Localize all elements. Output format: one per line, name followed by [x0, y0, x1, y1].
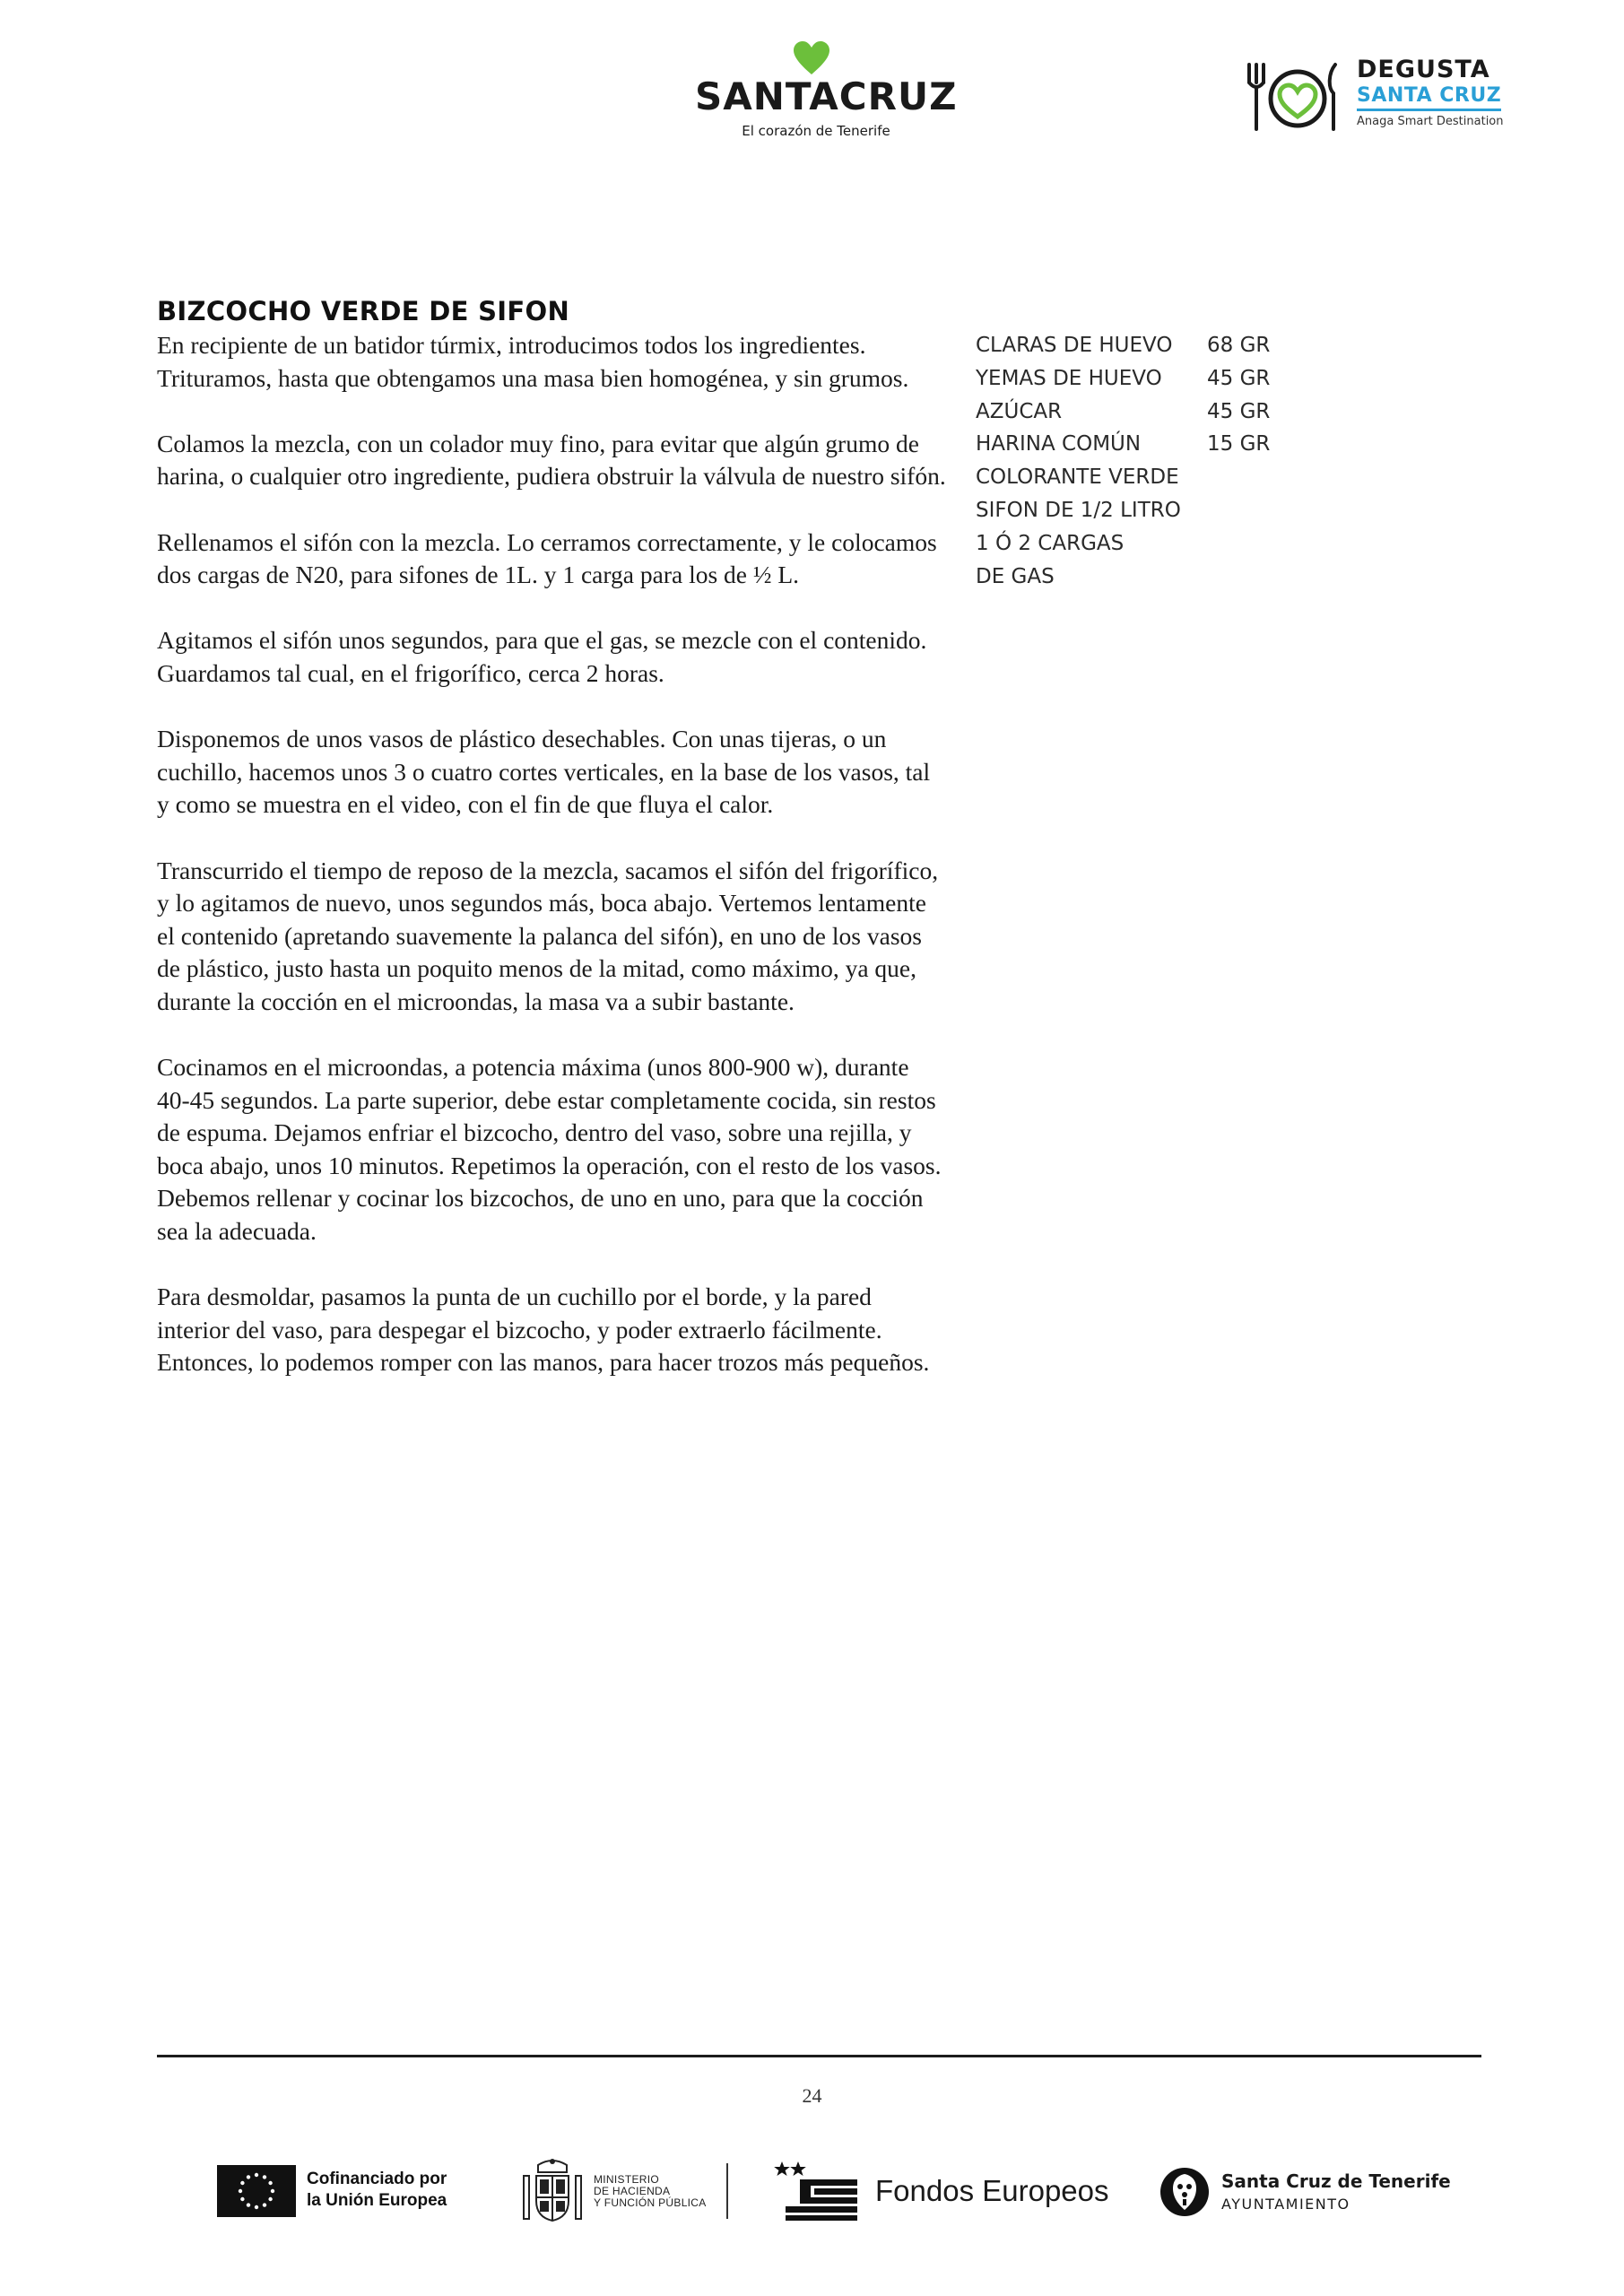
ingredient-row [976, 396, 1334, 429]
city-seal-icon [1159, 2165, 1211, 2219]
ingredient-row [976, 461, 1334, 494]
degusta-tagline: Anaga Smart Destination [1357, 115, 1504, 128]
eu-line-2: la Unión Europea [307, 2191, 447, 2210]
ingredient-name: 1 Ó 2 CARGAS [976, 531, 1125, 555]
ingredient-row [976, 561, 1334, 594]
fondos-europeos-label: Fondos Europeos [875, 2174, 1109, 2207]
ingredient-row [976, 527, 1334, 561]
coat-of-arms-icon [520, 2156, 585, 2224]
degusta-title: DEGUSTA [1357, 56, 1490, 83]
ministerio-divider [726, 2163, 728, 2219]
ingredient-quantity: 15 GR [1207, 432, 1271, 457]
heart-icon [792, 40, 831, 76]
ingredient-row [976, 329, 1334, 362]
fork-plate-knife-icon [1242, 61, 1348, 133]
ingredient-row [976, 428, 1334, 461]
santa-cruz-logo [695, 40, 958, 148]
ingredient-name: SIFON DE 1/2 LITRO [976, 498, 1181, 522]
ministerio-line-3: Y FUNCIÓN PÚBLICA [594, 2196, 707, 2209]
fondos-europeos-icon [773, 2160, 859, 2221]
instruction-paragraph: Cocinamos en el microondas, a potencia máxima (unos 800-900 w), durante 40-45 segundos. La parte superior, debe estar completamente cocida, sin restos de espuma. Dejamos enfriar el bizcocho, dentro del vaso, sobre una rejilla, y boca abajo, unos 10 minutos. Repetimos la operación, con el resto de los vasos. Debemos rellenar y cocinar los bizcochos, de uno en uno, para que la cocción sea la adecuada. [157, 1053, 942, 1246]
ingredient-name: DE GAS [976, 564, 1055, 588]
instruction-paragraph: Colamos la mezcla, con un colador muy fino, para evitar que algún grumo de harina, o cualquier otro ingrediente, pudiera obstruir la válvula de nuestro sifón. [157, 429, 946, 491]
page-number: 24 [802, 2084, 822, 2107]
ingredients-list [976, 329, 1334, 593]
ingredient-quantity: 45 GR [1207, 399, 1271, 423]
ingredient-row [976, 494, 1334, 527]
ayuntamiento-subtitle: AYUNTAMIENTO [1221, 2196, 1350, 2213]
ingredient-name: COLORANTE VERDE [976, 465, 1179, 490]
santa-cruz-wordmark: SANTACRUZ [695, 74, 958, 118]
santa-cruz-tagline: El corazón de Tenerife [742, 123, 890, 139]
ingredient-row [976, 362, 1334, 396]
instruction-paragraph: Disponemos de unos vasos de plástico desechables. Con unas tijeras, o un cuchillo, hacemos unos 3 o cuatro cortes verticales, en la base de los vasos, tal y como se muestra en el video, con el fin de que fluya el calor. [157, 725, 931, 819]
eu-line-1: Cofinanciado por [307, 2170, 447, 2188]
instruction-paragraph: Transcurrido el tiempo de reposo de la mezcla, sacamos el sifón del frigorífico, y lo agitamos de nuevo, unos segundos más, boca abajo. Vertemos lentamente el contenido (apretando suavemente la palanca del sifón), en uno de los vasos de plástico, justo hasta un poquito menos de la mitad, como máximo, ya que, durante la cocción en el microondas, la masa va a subir bastante. [157, 856, 939, 1015]
eu-flag-icon [217, 2165, 296, 2217]
recipe-instructions [157, 329, 946, 1413]
instruction-paragraph: Agitamos el sifón unos segundos, para que el gas, se mezcle con el contenido. Guardamos tal cual, en el frigorífico, cerca 2 horas. [157, 626, 927, 687]
instruction-paragraph: En recipiente de un batidor túrmix, introducimos todos los ingredientes. Trituramos, hasta que obtengamos una masa bien homogénea, y sin grumos. [157, 331, 909, 392]
ministerio-text [594, 2174, 728, 2209]
instruction-paragraph: Rellenamos el sifón con la mezcla. Lo cerramos correctamente, y le colocamos dos cargas de N20, para sifones de 1L. y 1 carga para los de ½ L. [157, 527, 937, 589]
ingredient-quantity: 68 GR [1207, 334, 1271, 357]
eu-cofinanced-text [307, 2169, 486, 2212]
ingredient-name: HARINA COMÚN [976, 432, 1142, 457]
ministerio-line-2: DE HACIENDA [594, 2185, 671, 2197]
footer-divider [157, 2055, 1481, 2057]
ayuntamiento-title: Santa Cruz de Tenerife [1221, 2170, 1451, 2192]
ingredient-quantity: 45 GR [1207, 366, 1271, 390]
recipe-title: BIZCOCHO VERDE DE SIFON [157, 296, 570, 326]
ingredient-name: AZÚCAR [976, 399, 1063, 423]
instruction-paragraph: Para desmoldar, pasamos la punta de un cuchillo por el borde, y la pared interior del vaso, para despegar el bizcocho, y poder extraerlo fácilmente. Entonces, lo podemos romper con las manos, para hacer trozos más pequeños. [157, 1283, 930, 1377]
ingredient-name: CLARAS DE HUEVO [976, 334, 1173, 357]
degusta-subtitle: SANTA CRUZ [1357, 84, 1501, 111]
ministerio-line-1: MINISTERIO [594, 2173, 660, 2186]
degusta-logo [1242, 56, 1511, 136]
ingredient-name: YEMAS DE HUEVO [976, 366, 1162, 390]
